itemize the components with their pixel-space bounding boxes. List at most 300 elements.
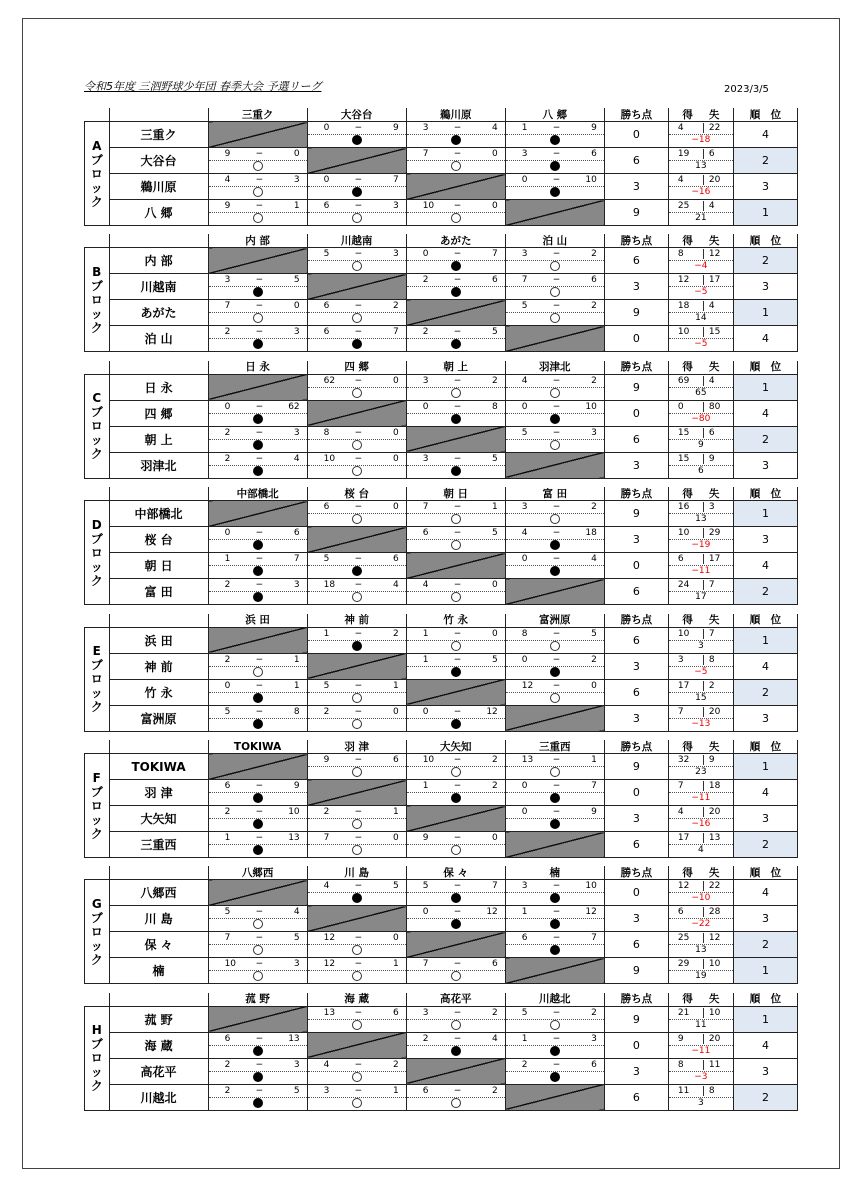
total-runs-for: 17 <box>677 833 690 843</box>
league-block <box>84 487 798 605</box>
total-runs-for: 18 <box>677 301 690 312</box>
runs-against: 7 <box>492 249 498 260</box>
runs-against: 4 <box>492 1033 498 1044</box>
team-row <box>85 627 798 653</box>
header-team-name: 日 永 <box>208 361 307 375</box>
header-row <box>85 361 798 375</box>
score-separator: − <box>453 327 462 338</box>
self-match-cell <box>208 1006 307 1032</box>
score-separator: − <box>354 580 363 591</box>
team-name: 川越北 <box>109 1084 208 1110</box>
header-team-name: 三重西 <box>505 740 604 754</box>
score-separator: − <box>354 249 363 260</box>
score-separator: − <box>354 959 363 970</box>
runs-against: 2 <box>591 375 597 386</box>
total-runs-for: 32 <box>677 755 690 765</box>
run-totals <box>668 174 733 200</box>
runs-for: 7 <box>422 959 429 970</box>
runs-against: 6 <box>392 554 399 565</box>
block-label: D ブ ロ ッ ク <box>85 501 110 605</box>
runs-for: 3 <box>224 275 231 286</box>
divider <box>703 1086 704 1096</box>
rank-value: 1 <box>733 300 797 326</box>
team-row <box>85 148 798 174</box>
self-match-cell <box>406 174 505 200</box>
runs-for: 0 <box>521 401 528 412</box>
rank-value: 1 <box>733 501 797 527</box>
team-name: 大矢知 <box>109 806 208 832</box>
runs-against: 10 <box>585 175 597 185</box>
header-row <box>85 487 798 501</box>
run-difference: 3 <box>698 1097 704 1108</box>
win-circle-icon <box>352 819 362 829</box>
team-name: 四 郷 <box>109 400 208 426</box>
divider <box>703 327 704 337</box>
header-team-name: 内 部 <box>208 234 307 248</box>
team-row <box>85 1032 798 1058</box>
rank-value: 4 <box>733 880 797 906</box>
loss-circle-icon <box>253 440 263 450</box>
score-separator: − <box>453 781 462 791</box>
match-result <box>505 806 604 832</box>
score-separator: − <box>453 654 462 665</box>
divider <box>703 1008 704 1018</box>
self-match-cell <box>208 248 307 274</box>
score-separator: − <box>255 554 264 565</box>
runs-against: 3 <box>392 249 399 260</box>
header-team-name: 羽津北 <box>505 361 604 375</box>
runs-for: 5 <box>521 1007 528 1018</box>
self-match-cell <box>208 374 307 400</box>
self-match-cell <box>505 452 604 478</box>
runs-for: 4 <box>422 580 429 591</box>
header-row <box>85 866 798 880</box>
header-runs <box>668 993 733 1007</box>
win-circle-icon <box>451 641 461 651</box>
header-runs <box>668 614 733 628</box>
header-for: 得 <box>682 740 693 753</box>
runs-for: 13 <box>323 1007 336 1018</box>
match-result <box>505 780 604 806</box>
divider <box>703 755 704 765</box>
score-separator: − <box>552 907 561 918</box>
match-result <box>208 426 307 452</box>
runs-for: 6 <box>422 528 429 539</box>
runs-against: 6 <box>293 528 300 539</box>
win-points: 3 <box>604 1058 668 1084</box>
runs-against: 10 <box>585 401 597 412</box>
team-name: 八郷西 <box>109 880 208 906</box>
header-blank <box>85 614 110 628</box>
runs-for: 4 <box>323 1059 330 1070</box>
loss-circle-icon <box>253 414 263 424</box>
header-blank <box>109 993 208 1007</box>
divider <box>703 781 704 791</box>
divider <box>703 502 704 512</box>
match-result <box>406 653 505 679</box>
loss-circle-icon <box>253 819 263 829</box>
runs-against: 2 <box>392 301 399 312</box>
win-circle-icon <box>352 514 362 524</box>
runs-for: 1 <box>422 628 429 639</box>
divider <box>703 1060 704 1070</box>
score-separator: − <box>552 123 561 133</box>
match-score <box>209 933 307 945</box>
score-separator: − <box>354 933 363 944</box>
win-circle-icon <box>451 1020 461 1030</box>
match-score <box>407 1008 505 1020</box>
self-match-cell <box>406 426 505 452</box>
run-difference: −18 <box>691 135 711 145</box>
total-runs-for: 10 <box>677 628 690 639</box>
score-separator: − <box>453 249 462 260</box>
runs-for: 0 <box>422 706 429 717</box>
divider <box>703 149 704 159</box>
header-runs <box>668 361 733 375</box>
team-row <box>85 780 798 806</box>
run-totals <box>668 679 733 705</box>
match-score <box>506 149 604 161</box>
match-score <box>506 175 604 187</box>
runs-for: 7 <box>521 275 528 286</box>
win-circle-icon <box>352 1020 362 1030</box>
total-runs-against: 9 <box>708 453 715 464</box>
score-separator: − <box>552 781 561 791</box>
match-result <box>307 501 406 527</box>
score-separator: − <box>552 628 561 639</box>
header-team-name: 羽 津 <box>307 740 406 754</box>
self-match-cell <box>505 200 604 226</box>
run-difference: −4 <box>694 261 708 272</box>
runs-for: 5 <box>422 881 429 892</box>
runs-against: 2 <box>591 502 597 513</box>
runs-for: 0 <box>521 175 528 185</box>
match-result <box>406 200 505 226</box>
runs-against: 5 <box>293 275 300 286</box>
header-points: 勝ち点 <box>604 487 668 501</box>
runs-for: 2 <box>224 453 231 464</box>
team-name: 八 郷 <box>109 200 208 226</box>
run-totals <box>668 1084 733 1110</box>
total-runs-against: 10 <box>708 959 721 970</box>
divider <box>703 681 704 691</box>
header-runs <box>668 740 733 754</box>
match-result <box>208 906 307 932</box>
score-separator: − <box>453 706 462 717</box>
run-difference: −80 <box>691 413 711 424</box>
match-score <box>209 454 307 466</box>
match-score <box>308 1086 406 1098</box>
divider <box>703 959 704 969</box>
rank-value: 4 <box>733 553 797 579</box>
match-result <box>307 1058 406 1084</box>
score-separator: − <box>354 375 363 386</box>
runs-for: 6 <box>323 301 330 312</box>
score-separator: − <box>453 907 462 918</box>
runs-against: 7 <box>591 781 597 791</box>
match-score <box>407 454 505 466</box>
run-difference: 13 <box>695 514 707 525</box>
match-score <box>407 327 505 339</box>
loss-circle-icon <box>451 466 461 476</box>
runs-for: 0 <box>224 401 231 412</box>
runs-for: 0 <box>422 249 429 260</box>
standings-table <box>84 993 798 1111</box>
self-match-cell <box>208 754 307 780</box>
runs-for: 0 <box>521 781 528 791</box>
score-separator: − <box>354 502 363 513</box>
self-match-cell <box>406 553 505 579</box>
run-totals <box>668 579 733 605</box>
loss-circle-icon <box>550 1072 560 1082</box>
runs-against: 3 <box>293 175 300 185</box>
self-match-cell <box>208 627 307 653</box>
header-team-name: TOKIWA <box>208 740 307 754</box>
runs-against: 9 <box>293 781 300 791</box>
block-label: H ブ ロ ッ ク <box>85 1006 110 1110</box>
runs-for: 12 <box>521 680 534 691</box>
header-row <box>85 108 798 122</box>
runs-for: 2 <box>422 275 429 286</box>
divider <box>703 580 704 590</box>
loss-circle-icon <box>451 287 461 297</box>
score-separator: − <box>552 807 561 817</box>
run-difference: −11 <box>691 566 711 577</box>
runs-against: 0 <box>492 833 498 843</box>
score-separator: − <box>453 1007 462 1018</box>
match-result <box>307 248 406 274</box>
runs-against: 0 <box>392 833 399 843</box>
rank-value: 3 <box>733 705 797 731</box>
runs-against: 3 <box>293 327 300 338</box>
total-runs-against: 4 <box>708 201 715 211</box>
header-row <box>85 993 798 1007</box>
match-score <box>209 201 307 213</box>
runs-against: 5 <box>392 881 399 892</box>
runs-against: 9 <box>591 807 597 817</box>
team-row <box>85 527 798 553</box>
runs-against: 6 <box>392 1007 399 1018</box>
win-circle-icon <box>451 845 461 855</box>
match-score <box>308 428 406 440</box>
runs-against: 4 <box>293 907 300 918</box>
total-runs-against: 8 <box>708 654 715 665</box>
match-score <box>506 881 604 893</box>
match-result <box>307 679 406 705</box>
win-circle-icon <box>451 161 461 171</box>
header-blank <box>85 866 110 880</box>
total-runs-for: 25 <box>677 201 690 211</box>
score-separator: − <box>552 375 561 386</box>
match-result <box>208 1032 307 1058</box>
win-circle-icon <box>550 514 560 524</box>
score-separator: − <box>255 301 264 312</box>
loss-circle-icon <box>451 893 461 903</box>
runs-against: 0 <box>392 375 399 386</box>
total-runs-against: 28 <box>708 907 721 918</box>
score-separator: − <box>255 959 264 970</box>
self-match-cell <box>406 679 505 705</box>
runs-against: 5 <box>293 933 300 944</box>
divider <box>703 201 704 211</box>
score-separator: − <box>255 201 264 211</box>
match-result <box>208 452 307 478</box>
runs-against: 3 <box>293 427 300 438</box>
loss-circle-icon <box>550 161 560 171</box>
run-difference: −16 <box>691 819 711 829</box>
match-result <box>208 780 307 806</box>
rank-value: 2 <box>733 426 797 452</box>
header-team-name: 中部橋北 <box>208 487 307 501</box>
run-totals <box>668 553 733 579</box>
header-row <box>85 614 798 628</box>
loss-circle-icon <box>253 566 263 576</box>
team-name: 浜 田 <box>109 627 208 653</box>
self-match-cell <box>406 1058 505 1084</box>
win-points: 9 <box>604 501 668 527</box>
run-totals <box>668 122 733 148</box>
match-result <box>208 1058 307 1084</box>
team-row <box>85 274 798 300</box>
match-score <box>308 755 406 767</box>
rank-value: 4 <box>733 400 797 426</box>
runs-for: 2 <box>323 807 330 817</box>
team-name: 保 々 <box>109 932 208 958</box>
self-match-cell <box>307 148 406 174</box>
run-totals <box>668 452 733 478</box>
header-rank: 順 位 <box>733 108 797 122</box>
runs-for: 2 <box>422 327 429 338</box>
team-name: 富 田 <box>109 579 208 605</box>
runs-against: 4 <box>492 123 498 133</box>
run-totals <box>668 1006 733 1032</box>
match-score <box>209 528 307 540</box>
runs-against: 0 <box>293 301 300 312</box>
header-rank: 順 位 <box>733 361 797 375</box>
runs-against: 5 <box>591 628 597 639</box>
match-result <box>307 122 406 148</box>
team-row <box>85 679 798 705</box>
match-score <box>506 681 604 693</box>
runs-for: 12 <box>323 959 336 970</box>
win-circle-icon <box>550 440 560 450</box>
match-result <box>307 174 406 200</box>
match-score <box>209 781 307 793</box>
team-row <box>85 326 798 352</box>
match-result <box>208 705 307 731</box>
match-score <box>407 149 505 161</box>
rank-value: 4 <box>733 780 797 806</box>
team-row <box>85 300 798 326</box>
runs-for: 1 <box>521 1033 528 1044</box>
runs-for: 9 <box>224 201 231 211</box>
standings-table <box>84 108 798 226</box>
loss-circle-icon <box>253 466 263 476</box>
team-name: 内 部 <box>109 248 208 274</box>
header-team-name: 高花平 <box>406 993 505 1007</box>
win-points: 3 <box>604 806 668 832</box>
total-runs-for: 4 <box>677 123 684 133</box>
divider <box>703 275 704 285</box>
match-score <box>506 807 604 819</box>
runs-for: 3 <box>422 453 429 464</box>
match-result <box>307 880 406 906</box>
runs-for: 7 <box>224 301 231 312</box>
runs-against: 2 <box>591 249 597 260</box>
self-match-cell <box>307 274 406 300</box>
match-score <box>506 249 604 261</box>
divider <box>703 807 704 817</box>
rank-value: 3 <box>733 806 797 832</box>
match-result <box>307 627 406 653</box>
match-result <box>406 527 505 553</box>
score-separator: − <box>354 1007 363 1018</box>
loss-circle-icon <box>451 1046 461 1056</box>
team-row <box>85 958 798 984</box>
match-score <box>506 907 604 919</box>
win-circle-icon <box>550 693 560 703</box>
match-score <box>506 1060 604 1072</box>
runs-for: 5 <box>323 554 330 565</box>
loss-circle-icon <box>451 414 461 424</box>
runs-against: 3 <box>392 201 399 211</box>
team-row <box>85 174 798 200</box>
team-name: 菰 野 <box>109 1006 208 1032</box>
runs-against: 6 <box>591 1059 597 1070</box>
standings-table <box>84 234 798 352</box>
team-name: 日 永 <box>109 374 208 400</box>
match-score <box>407 402 505 414</box>
divider <box>703 175 704 185</box>
match-score <box>407 907 505 919</box>
score-separator: − <box>552 933 561 944</box>
loss-circle-icon <box>253 719 263 729</box>
run-totals <box>668 653 733 679</box>
win-circle-icon <box>352 213 362 223</box>
match-result <box>406 705 505 731</box>
loss-circle-icon <box>550 540 560 550</box>
score-separator: − <box>453 149 462 159</box>
header-blank <box>109 361 208 375</box>
header-team-name: 鵜川原 <box>406 108 505 122</box>
win-circle-icon <box>253 971 263 981</box>
run-totals <box>668 501 733 527</box>
win-circle-icon <box>352 592 362 602</box>
runs-for: 1 <box>224 554 231 565</box>
runs-against: 2 <box>392 1059 399 1070</box>
run-difference: −13 <box>691 718 711 729</box>
run-difference: −19 <box>691 540 711 551</box>
score-separator: − <box>255 654 264 665</box>
win-circle-icon <box>352 1072 362 1082</box>
runs-against: 0 <box>392 453 399 464</box>
runs-against: 0 <box>392 706 399 717</box>
rank-value: 3 <box>733 527 797 553</box>
score-separator: − <box>552 275 561 286</box>
runs-against: 2 <box>591 1007 597 1018</box>
run-difference: 11 <box>695 1019 707 1030</box>
match-result <box>208 326 307 352</box>
match-score <box>407 629 505 641</box>
match-score <box>209 175 307 187</box>
match-result <box>406 326 505 352</box>
block-label: G ブ ロ ッ ク <box>85 880 110 984</box>
match-score <box>308 249 406 261</box>
header-rank: 順 位 <box>733 234 797 248</box>
total-runs-for: 15 <box>677 427 690 438</box>
match-score <box>308 502 406 514</box>
total-runs-against: 20 <box>708 1033 721 1044</box>
